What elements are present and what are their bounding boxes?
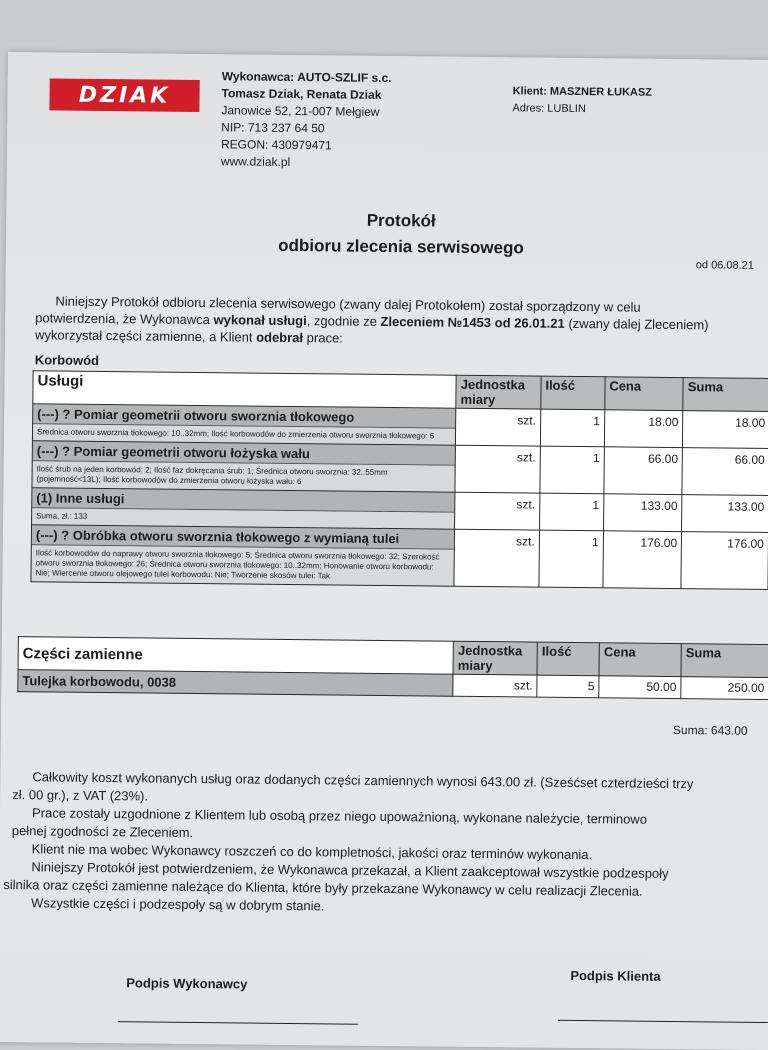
- intro-text: (zwany dalej Zleceniem): [564, 315, 709, 333]
- unit-header: Jednostka miary: [456, 375, 541, 409]
- service-name: (---) ? Obróbka otworu sworznia tłokowego z wymianą tulei: [32, 525, 454, 549]
- service-name: (1) Inne usługi: [32, 488, 454, 512]
- summary-line: Prace zostały uzgodnione z Klientem lub osobą przez niego upoważnioną, wykonane należycie, terminowo: [31, 805, 648, 827]
- summary-line: Wszystkie części i podzespoły są w dobrym stanie.: [31, 895, 325, 914]
- qty-header: Ilość: [541, 376, 605, 410]
- summary-line: Niniejszy Protokół jest potwierdzeniem, że Wykonawca przekazał, a Klient zaakceptował wszystkie podzespoły: [31, 859, 669, 881]
- summary-line: silnika oraz części zamienne należące do Klienta, które były przekazane Wykonawcy w celu realizacji Zlecenia.: [3, 876, 643, 899]
- contractor-owners: Tomasz Dziak, Renata Dziak: [221, 86, 382, 102]
- section-label: Korbowód: [34, 352, 100, 368]
- service-cell: [32, 488, 456, 529]
- contractor-label: Wykonawca: AUTO-SZLIF s.c.: [221, 69, 392, 86]
- client-info: [512, 83, 652, 118]
- service-cell: [32, 441, 456, 492]
- price-header: Cena: [605, 377, 684, 411]
- service-detail: Ilość korbowodów do naprawy otworu sworznia tłokowego: 5; Średnica otworu sworznia tłokowego: 32; Szerokość otworu sworznia tłokowego: 26; Średnica otworu sworznia tłokowego: 10..32mm; Honowanie otworu korbowodu: Nie; Wiercenie otworu olejowego tulei korbowodu: Nie; Tworzenie skosów tulei: Tak: [31, 545, 454, 585]
- intro-text: prace:: [303, 330, 343, 346]
- intro-emphasis: wykonał usługi: [213, 312, 307, 329]
- unit-header: Jednostka miary: [453, 641, 537, 675]
- unit-cell: szt.: [453, 674, 537, 697]
- unit-cell: szt.: [454, 529, 539, 587]
- summary-line: zł. 00 gr.), z VAT (23%).: [12, 787, 149, 804]
- company-logo: DZIAK: [49, 78, 199, 112]
- qty-cell: 1: [539, 493, 603, 531]
- contractor-website: www.dziak.pl: [220, 154, 291, 169]
- title-line-2: odbioru zlecenia serwisowego: [278, 235, 524, 258]
- sum-header: Suma: [681, 644, 768, 678]
- sum-cell: 176.00: [681, 532, 768, 590]
- unit-cell: szt.: [456, 408, 541, 446]
- price-cell: 66.00: [604, 447, 683, 495]
- price-cell: 18.00: [604, 410, 683, 448]
- service-detail: Średnica otworu sworznia tłokowego: 10..32mm; Ilość korbowodów do zmierzenia otworu sworznia tłokowego: 6: [33, 424, 455, 444]
- contractor-info: [221, 68, 392, 172]
- client-name: Klient: MASZNER ŁUKASZ: [512, 85, 652, 99]
- table-row: [31, 525, 768, 590]
- client-address: Adres: LUBLIN: [512, 102, 586, 116]
- intro-text: , zgodnie ze: [306, 313, 381, 329]
- services-header: Usługi: [33, 371, 457, 408]
- contractor-nip: NIP: 713 237 64 50: [221, 120, 325, 136]
- summary-line: Klient nie ma wobec Wykonawcy roszczeń co do kompletności, jakości oraz terminów wykonania.: [31, 841, 593, 863]
- summary-line: pełnej zgodności ze Zleceniem.: [11, 823, 194, 840]
- document-title: [186, 206, 617, 263]
- table-row: [32, 441, 768, 496]
- service-name: (---) ? Pomiar geometrii otworu sworznia tłokowego: [33, 404, 455, 428]
- summary-paragraph: [0, 768, 768, 920]
- intro-text: wykorzystał części zamienne, a Klient: [34, 327, 257, 345]
- total-sum: Suma: 643.00: [672, 723, 748, 738]
- qty-cell: 5: [537, 675, 599, 698]
- services-table: [30, 370, 768, 590]
- qty-cell: 1: [539, 530, 604, 588]
- service-cell: [32, 404, 456, 445]
- contractor-signature-line: [118, 1021, 358, 1025]
- sum-cell: 133.00: [682, 495, 768, 533]
- qty-cell: 1: [540, 409, 604, 447]
- qty-cell: 1: [540, 446, 604, 494]
- qty-header: Ilość: [537, 642, 599, 676]
- intro-text: potwierdzenia, że Wykonawca: [35, 310, 214, 328]
- service-detail: Ilość śrub na jeden korbowód: 2; Ilość faz dokręcania śrub: 1; Średnica otworu sworznia: 32..55mm (pojemność<13L); Ilość korbowodów do zmierzenia otworu łożyska wału: 6: [32, 461, 454, 491]
- contractor-regon: REGON: 430979471: [220, 137, 332, 153]
- client-signature-line: [558, 1020, 768, 1023]
- unit-cell: szt.: [455, 492, 540, 530]
- order-reference: Zleceniem №1453 od 26.01.21: [380, 313, 565, 331]
- sum-cell: 250.00: [681, 677, 768, 700]
- intro-paragraph: [35, 292, 768, 351]
- service-name: (---) ? Pomiar geometrii otworu łożyska wału: [33, 441, 455, 465]
- unit-cell: szt.: [455, 445, 540, 493]
- part-name: Tulejka korbowodu, 0038: [18, 670, 453, 697]
- sum-header: Suma: [683, 378, 768, 412]
- parts-header: Części zamienne: [18, 637, 454, 675]
- price-header: Cena: [599, 643, 681, 677]
- service-cell: [31, 525, 455, 586]
- client-signature-label: Podpis Klienta: [570, 967, 661, 984]
- summary-line: Całkowity koszt wykonanych usług oraz dodanych części zamiennych wynosi 643.00 zł. (Sześćset czterdzieści trzy: [32, 769, 694, 792]
- contractor-signature-label: Podpis Wykonawcy: [126, 975, 248, 992]
- price-cell: 50.00: [599, 676, 681, 699]
- parts-table: [17, 636, 768, 700]
- service-detail: Suma, zł.: 133: [32, 508, 454, 528]
- intro-line-1: Niniejszy Protokół odbioru zlecenia serwisowego (zwany dalej Protokołem) został sporządzony w celu: [55, 293, 641, 315]
- price-cell: 176.00: [603, 531, 682, 589]
- contractor-address: Janowice 52, 21-007 Mełgiew: [221, 103, 380, 119]
- sum-cell: 18.00: [683, 411, 768, 449]
- title-line-1: Protokół: [366, 210, 436, 231]
- price-cell: 133.00: [603, 494, 682, 532]
- document-date: od 06.08.21: [695, 259, 754, 272]
- intro-emphasis: odebrał: [256, 329, 304, 346]
- document-sheet: [0, 52, 768, 1050]
- sum-cell: 66.00: [682, 448, 768, 496]
